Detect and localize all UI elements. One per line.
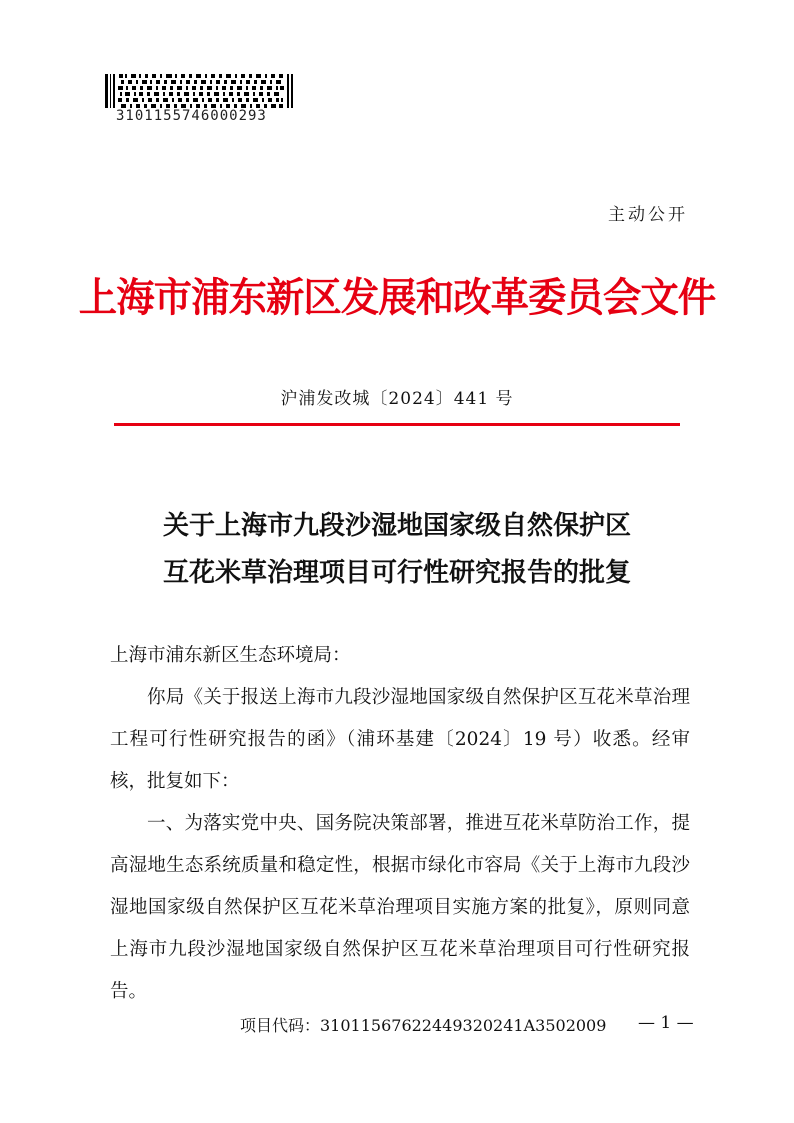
- document-title-line-2: 互花米草治理项目可行性研究报告的批复: [162, 558, 631, 588]
- recipient: 上海市浦东新区生态环境局：: [110, 645, 351, 666]
- disclosure-label: 主动公开: [608, 205, 688, 225]
- barcode-number: 3101155746000293: [116, 108, 267, 124]
- barcode-image: [105, 74, 293, 108]
- page-number: — 1 —: [638, 1013, 694, 1033]
- paragraph-2: 一、为落实党中央、国务院决策部署，推进互花米草防治工作，提高湿地生态系统质量和稳定性，根据市绿化市容局《关于上海市九段沙湿地国家级自然保护区互花米草治理项目实施方案的批复》，原则同意上海市九段沙湿地国家级自然保护区互花米草治理项目可行性研究报告。: [110, 813, 690, 1002]
- document-number: 沪浦发改城〔2024〕441 号: [280, 389, 514, 409]
- issuer-header: 上海市浦东新区发展和改革委员会文件: [78, 274, 716, 321]
- barcode-stack-pattern: [118, 74, 284, 108]
- document-title-line-1: 关于上海市九段沙湿地国家级自然保护区: [162, 511, 631, 541]
- project-code: 项目代码：31011567622449320241A3502009: [240, 1016, 607, 1035]
- paragraph-1: 你局《关于报送上海市九段沙湿地国家级自然保护区互花米草治理工程可行性研究报告的函》（浦环基建〔2024〕19 号）收悉。经审核，批复如下：: [110, 687, 690, 792]
- red-divider-line: [114, 423, 680, 426]
